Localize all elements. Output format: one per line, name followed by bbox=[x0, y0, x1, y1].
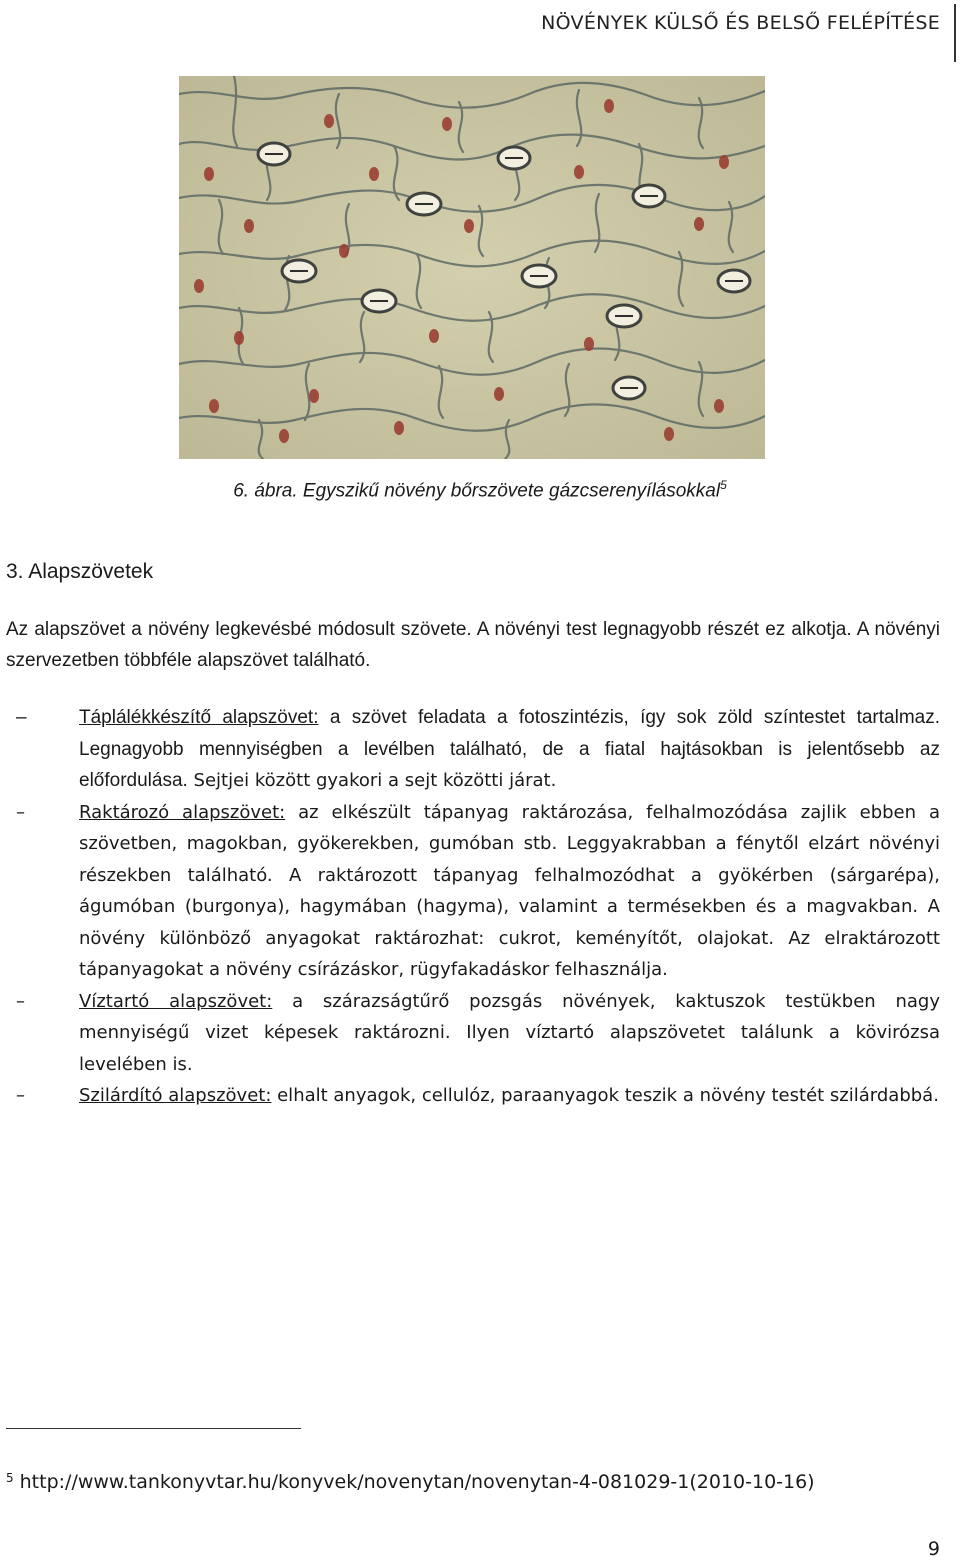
list-item bbox=[0, 702, 940, 797]
list-dash: – bbox=[16, 990, 25, 1012]
list-item-term: Táplálékkészítő alapszövet: bbox=[79, 707, 319, 728]
list-item bbox=[0, 986, 940, 1081]
list-item-term: Víztartó alapszövet: bbox=[79, 990, 273, 1012]
list-item-text: a szárazságtűrő pozsgás növények, kaktuszok testükben nagy mennyiségű vizet képesek raktározni. Ilyen víztartó alapszövetet találunk a kövirózsa levelében is. bbox=[79, 990, 941, 1075]
footnote-separator bbox=[6, 1428, 301, 1429]
section-heading: 3. Alapszövetek bbox=[6, 560, 154, 583]
footnote bbox=[6, 1471, 815, 1493]
footnote-number: 5 bbox=[6, 1471, 14, 1485]
micrograph-background bbox=[179, 76, 765, 459]
list-item-text: Sejtjei között gyakori a sejt közötti járat. bbox=[187, 770, 557, 791]
running-header: NÖVÉNYEK KÜLSŐ ÉS BELSŐ FELÉPÍTÉSE bbox=[541, 12, 940, 34]
list-item-text: az elkészült tápanyag raktározása, felhalmozódása zajlik ebben a szövetben, magokban, gyökerekben, gumóban stb. Leggyakrabban a fénytől elzárt növényi részekben található. A raktározott tápanyag felhalmozódhat a gyökérben (sárgarépa), águmóban (burgonya), hagymában (hagyma), valamint a termésekben és a magvakban. A növény különböző anyagokat raktározhat: cukrot, keményítőt, olajokat. Az elraktározott tápanyagokat a növény csírázáskor, rügyfakadáskor felhasználja. bbox=[79, 801, 940, 980]
list-item bbox=[0, 1080, 940, 1112]
caption-text: 6. ábra. Egyszikű növény bőrszövete gázcserenyílásokkal bbox=[233, 480, 721, 502]
list-item bbox=[0, 797, 940, 986]
list-item-term: Szilárdító alapszövet: bbox=[79, 1085, 272, 1106]
page-number: 9 bbox=[927, 1538, 940, 1560]
list-dash: – bbox=[16, 801, 25, 823]
list-dash: – bbox=[16, 707, 27, 728]
footnote-link[interactable]: http://www.tankonyvtar.hu/konyvek/novenytan/novenytan-4-081029-1(2010-10-16) bbox=[19, 1471, 815, 1493]
epidermis-micrograph bbox=[179, 76, 765, 459]
list-item-text: a szövet feladata a fotoszintézis, így sok zöld színtestet tartalmaz. Legnagyobb mennyiségben a levélben található, de a fiatal hajtásokban is jelentősebb az előfordulása. bbox=[79, 707, 940, 791]
list-item-text: elhalt anyagok, cellulóz, paraanyagok teszik a növény testét szilárdabbá. bbox=[271, 1085, 939, 1106]
figure-caption bbox=[0, 478, 960, 502]
intro-paragraph: Az alapszövet a növény legkevésbé módosult szövete. A növényi test legnagyobb részét ez alkotja. A növényi szervezetben többféle alapszövet található. bbox=[6, 619, 940, 671]
list-dash: – bbox=[16, 1085, 25, 1106]
caption-footnote-ref[interactable]: 5 bbox=[720, 478, 727, 492]
header-rule bbox=[954, 4, 956, 62]
tissue-list bbox=[0, 702, 940, 1112]
list-item-term: Raktározó alapszövet: bbox=[79, 801, 286, 823]
